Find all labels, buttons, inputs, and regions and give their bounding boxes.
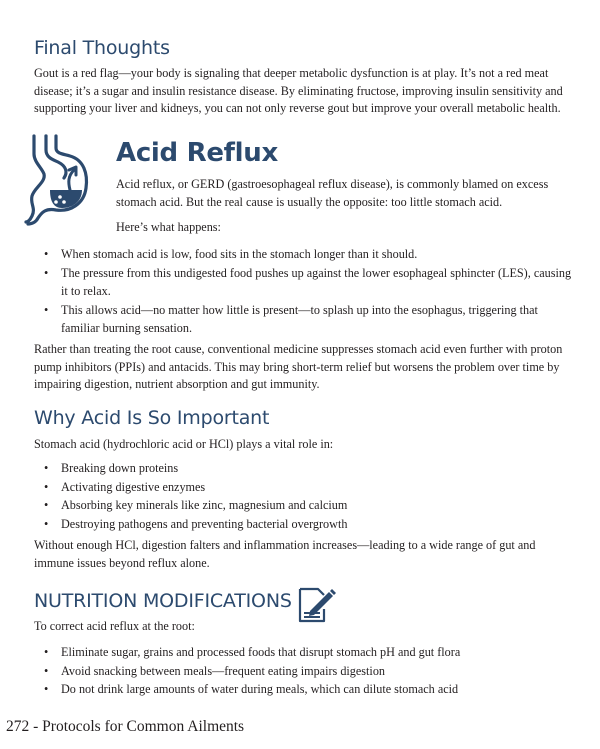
list-item: • Do not drink large amounts of water during meals, which can dilute stomach acid: [44, 680, 574, 699]
bullet-icon: •: [44, 498, 49, 512]
bullet-icon: •: [44, 247, 49, 261]
acid-reflux-title: Acid Reflux: [116, 138, 278, 168]
final-thoughts-paragraph: Gout is a red flag—your body is signaling that deeper metabolic dysfunction is at play. It’s not a red meat disease; it’s a sugar and insulin resistance disease. By eliminating fructose, improving insulin sensitivity and supporting your liver and kidneys, you can not only reverse gout but improve your overall metabolic health.: [34, 66, 563, 115]
why-acid-intro: Stomach acid (hydrochloric acid or HCl) plays a vital role in:: [34, 437, 334, 451]
final-thoughts-heading: Final Thoughts: [34, 37, 170, 59]
list-item: • Eliminate sugar, grains and processed foods that disrupt stomach pH and gut flora: [44, 643, 574, 662]
acid-reflux-bullet-list: [44, 245, 574, 338]
acid-reflux-lead-in: Here’s what happens:: [116, 220, 221, 234]
bullet-icon: •: [44, 682, 49, 696]
bullet-icon: •: [44, 663, 49, 678]
list-item: • When stomach acid is low, food sits in the stomach longer than it should.: [44, 245, 574, 264]
list-item: • The pressure from this undigested food pushes up against the lower esophageal sphincter (LES), causing it to relax.: [44, 265, 572, 298]
page-footer: 272 - Protocols for Common Ailments: [6, 718, 245, 735]
why-acid-bullet-list: [44, 459, 574, 533]
why-acid-heading: Why Acid Is So Important: [34, 407, 270, 429]
list-item: • Breaking down proteins: [44, 459, 574, 478]
bullet-icon: •: [44, 461, 49, 475]
list-item: • Avoid snacking between meals—frequent eating impairs digestion: [44, 662, 574, 681]
list-item: • This allows acid—no matter how little is present—to splash up into the esophagus, triggering that familiar burning sensation.: [44, 302, 538, 335]
acid-reflux-closing: Rather than treating the root cause, conventional medicine suppresses stomach acid even further with proton pump inhibitors (PPIs) and antacids. This may bring short-term relief but worsens the problem over time by impairing digestion, nutrient absorption and gut immunity.: [34, 342, 563, 391]
nutrition-heading: NUTRITION MODIFICATIONS: [34, 590, 292, 612]
list-item: • Destroying pathogens and preventing bacterial overgrowth: [44, 515, 574, 534]
nutrition-intro: To correct acid reflux at the root:: [34, 619, 195, 633]
bullet-icon: •: [44, 516, 49, 531]
why-acid-closing: Without enough HCl, digestion falters and inflammation increases—leading to a wide range of gut and immune issues beyond reflux alone.: [34, 538, 536, 570]
bullet-icon: •: [44, 265, 49, 280]
stomach-icon: [24, 132, 110, 226]
bullet-icon: •: [44, 645, 49, 659]
bullet-icon: •: [44, 302, 49, 317]
acid-reflux-intro: Acid reflux, or GERD (gastroesophageal reflux disease), is commonly blamed on excess stomach acid. But the real cause is usually the opposite: too little stomach acid.: [116, 177, 549, 209]
nutrition-bullet-list: [44, 643, 574, 699]
list-item: • Absorbing key minerals like zinc, magnesium and calcium: [44, 496, 574, 515]
bullet-icon: •: [44, 479, 49, 494]
list-item: • Activating digestive enzymes: [44, 478, 574, 497]
